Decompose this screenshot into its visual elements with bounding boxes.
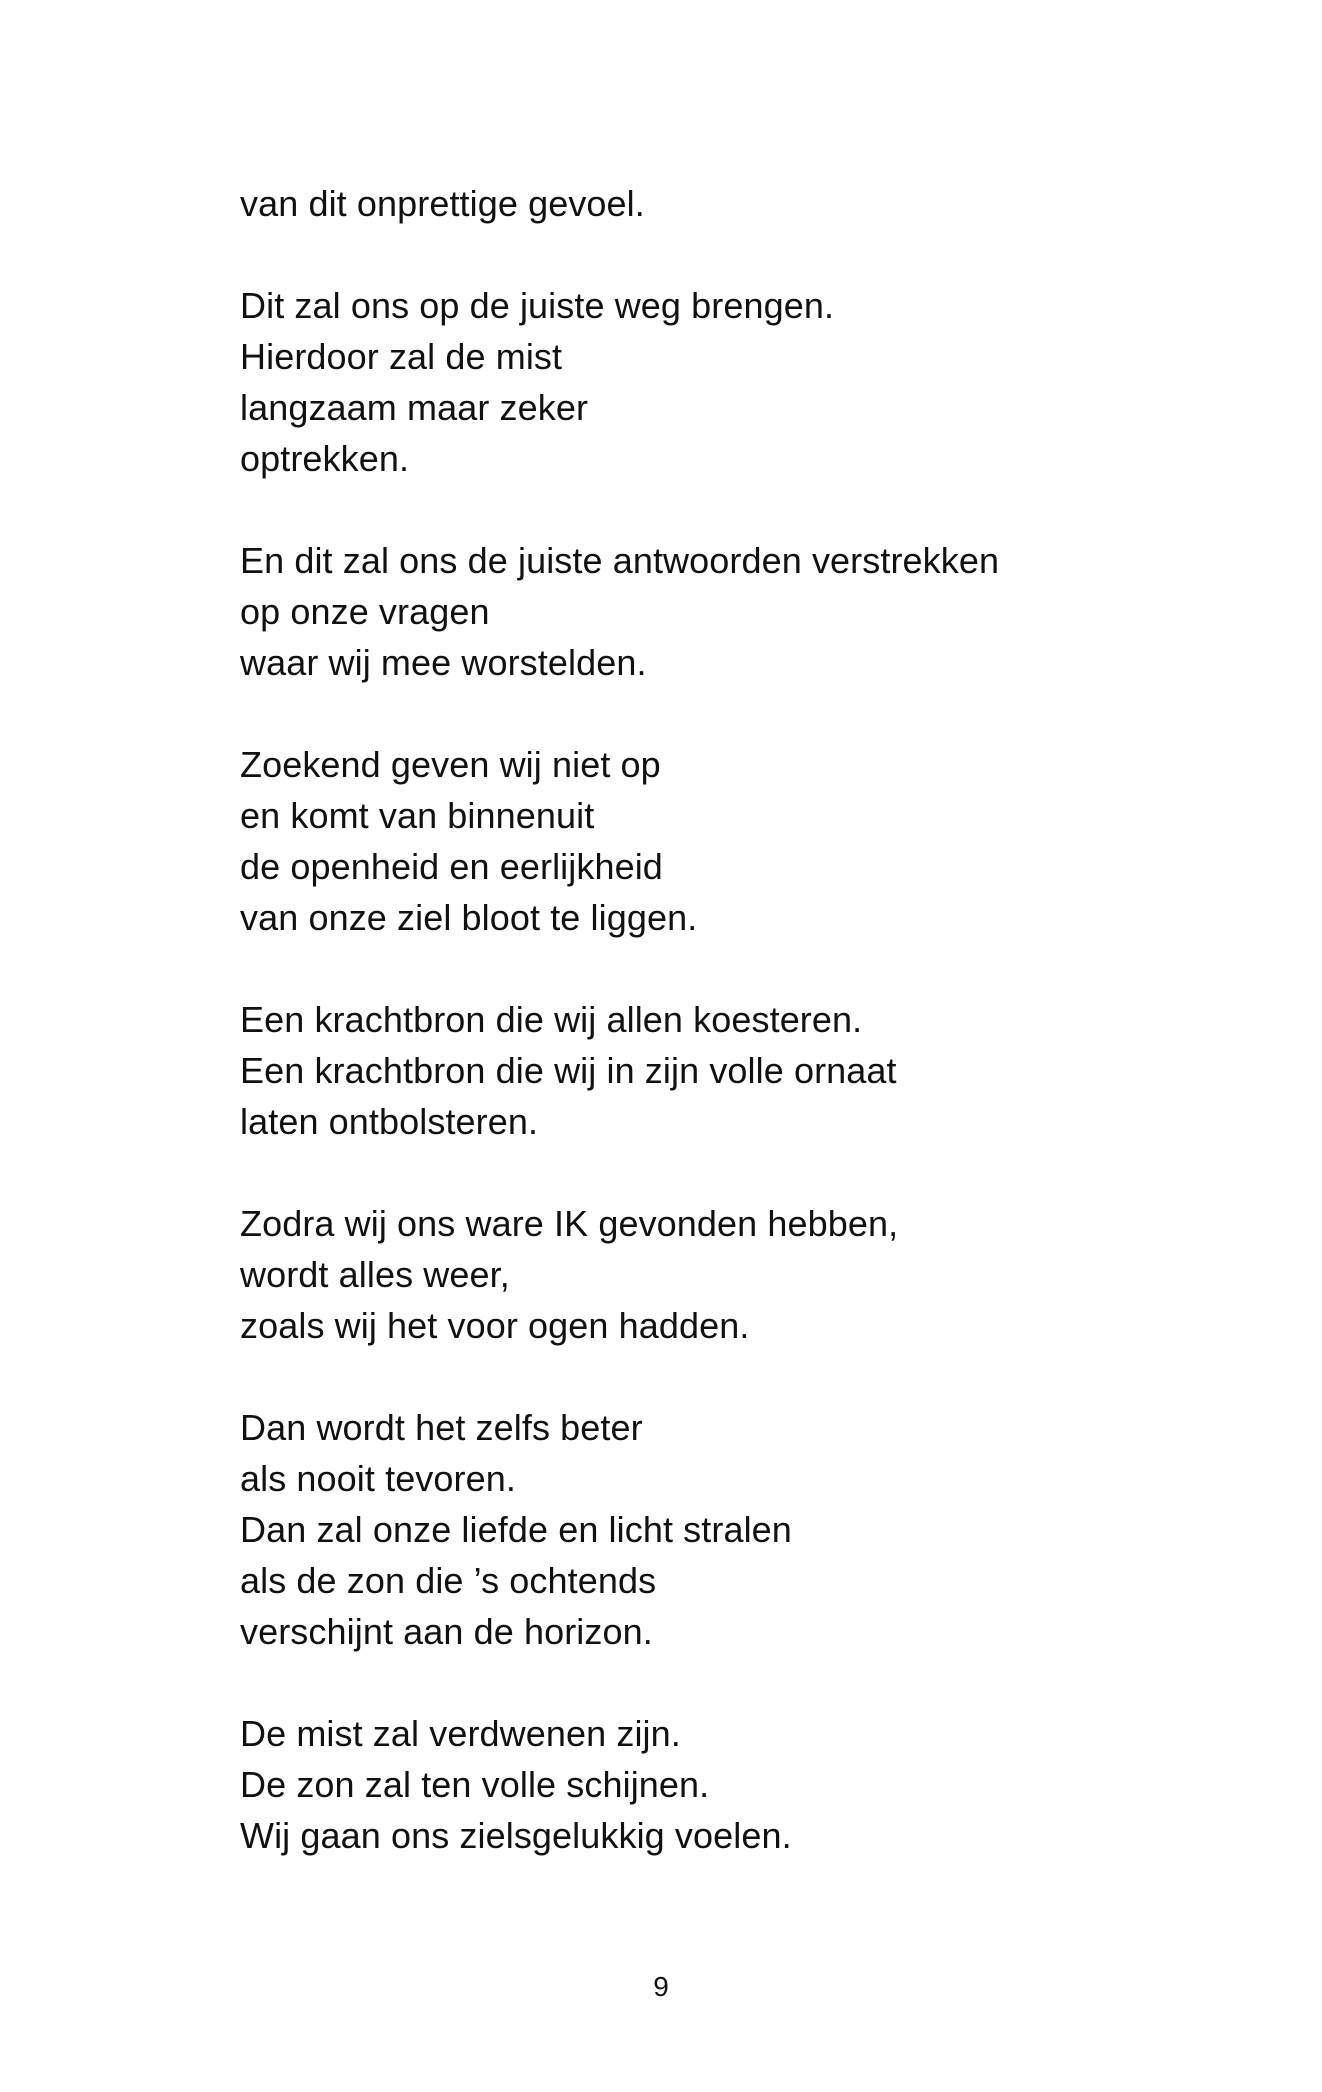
- page-number: 9: [653, 1971, 669, 2002]
- poem-line: van onze ziel bloot te liggen.: [240, 897, 698, 938]
- poem-line: en komt van binnenuit: [240, 795, 595, 836]
- stanza-8: [240, 1708, 1240, 1861]
- poem-line: Dan zal onze liefde en licht stralen: [240, 1509, 792, 1550]
- stanza-6: [240, 1198, 1240, 1351]
- poem-line: De mist zal verdwenen zijn.: [240, 1713, 681, 1754]
- poem-line: En dit zal ons de juiste antwoorden verstrekken: [240, 540, 1000, 581]
- poem-line: als de zon die ’s ochtends: [240, 1560, 657, 1601]
- stanza-2: [240, 280, 1240, 484]
- stanza-3: [240, 535, 1240, 688]
- stanza-1: [240, 178, 1240, 229]
- poem-line: Dit zal ons op de juiste weg brengen.: [240, 285, 835, 326]
- poem-line: Een krachtbron die wij in zijn volle ornaat: [240, 1050, 897, 1091]
- poem-line: langzaam maar zeker: [240, 387, 589, 428]
- stanza-7: [240, 1402, 1240, 1657]
- poem-line: verschijnt aan de horizon.: [240, 1611, 653, 1652]
- poem-line: De zon zal ten volle schijnen.: [240, 1764, 710, 1805]
- poem-line: laten ontbolsteren.: [240, 1101, 539, 1142]
- poem-line: op onze vragen: [240, 591, 490, 632]
- stanza-5: [240, 994, 1240, 1147]
- poem-line: wordt alles weer,: [240, 1254, 510, 1295]
- poem-body: [240, 178, 1240, 1912]
- poem-line: van dit onprettige gevoel.: [240, 183, 645, 224]
- poem-line: Dan wordt het zelfs beter: [240, 1407, 643, 1448]
- poem-line: Wij gaan ons zielsgelukkig voelen.: [240, 1815, 792, 1856]
- stanza-4: [240, 739, 1240, 943]
- poem-line: waar wij mee worstelden.: [240, 642, 647, 683]
- poem-line: als nooit tevoren.: [240, 1458, 516, 1499]
- poem-line: Hierdoor zal de mist: [240, 336, 563, 377]
- poem-line: zoals wij het voor ogen hadden.: [240, 1305, 750, 1346]
- poem-line: de openheid en eerlijkheid: [240, 846, 663, 887]
- poem-line: optrekken.: [240, 438, 410, 479]
- poem-line: Zoekend geven wij niet op: [240, 744, 661, 785]
- poem-line: Een krachtbron die wij allen koesteren.: [240, 999, 863, 1040]
- poem-line: Zodra wij ons ware IK gevonden hebben,: [240, 1203, 899, 1244]
